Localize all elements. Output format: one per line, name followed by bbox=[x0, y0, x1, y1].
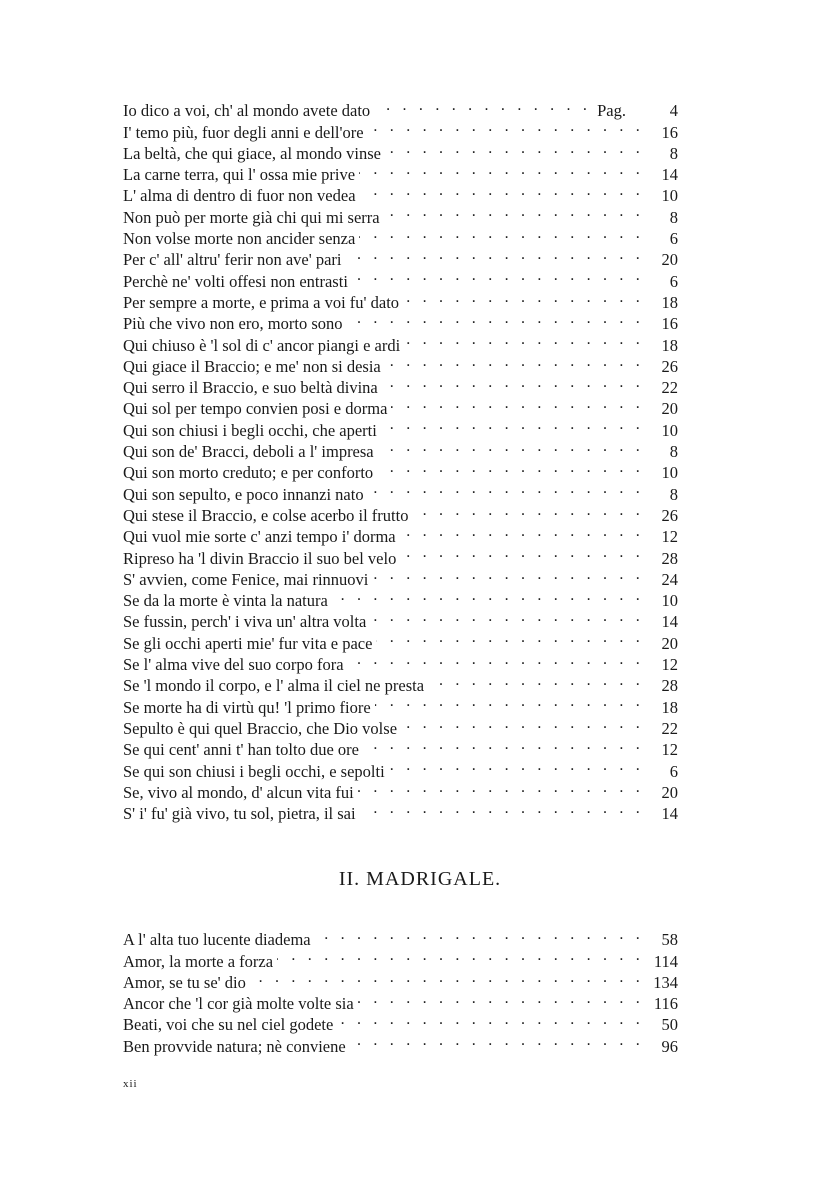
first-line-text: Non può per morte già chi qui mi serra bbox=[123, 207, 380, 227]
page-number: 18 bbox=[661, 292, 678, 312]
page-number: 28 bbox=[661, 548, 678, 568]
page-number: 22 bbox=[661, 718, 678, 738]
dot-leader bbox=[368, 116, 644, 137]
page-number: 10 bbox=[661, 186, 678, 206]
dot-leader bbox=[346, 244, 644, 265]
dot-leader bbox=[374, 95, 591, 116]
dot-leader bbox=[350, 1030, 644, 1051]
dot-leader bbox=[384, 201, 644, 222]
page-number: 24 bbox=[661, 569, 678, 589]
first-line-text: Se qui son chiusi i begli occhi, e sepolti bbox=[123, 761, 385, 781]
dot-leader bbox=[385, 138, 644, 159]
first-line-text: Per c' all' altru' ferir non ave' pari bbox=[123, 250, 342, 270]
first-line-text: Qui son morto creduto; e per conforto bbox=[123, 463, 374, 483]
dot-leader bbox=[401, 713, 644, 734]
first-line-text: Beati, voi che su nel ciel godete bbox=[123, 1015, 334, 1035]
page-number: 16 bbox=[661, 314, 678, 334]
page-number: 12 bbox=[661, 740, 678, 760]
page-number: 22 bbox=[661, 378, 678, 398]
first-line-text: Ancor che 'l cor già molte volte sia bbox=[123, 994, 354, 1014]
dot-leader bbox=[360, 798, 644, 819]
dot-leader bbox=[400, 521, 644, 542]
page-number: 28 bbox=[661, 676, 678, 696]
first-line-text: A l' alta tuo lucente diadema bbox=[123, 930, 311, 950]
dot-leader bbox=[412, 500, 644, 521]
first-line-text: Qui son sepulto, e poco innanzi nato bbox=[123, 484, 364, 504]
first-line-text: Qui vuol mie sorte c' anzi tempo i' dorma bbox=[123, 527, 396, 547]
first-line-text: S' avvien, come Fenice, mai rinnuovi bbox=[123, 569, 369, 589]
first-line-text: I' temo più, fuor degli anni e dell'ore bbox=[123, 122, 364, 142]
dot-leader bbox=[400, 542, 644, 563]
page-number: 8 bbox=[669, 484, 678, 504]
page-number: 6 bbox=[669, 229, 678, 249]
dot-leader bbox=[250, 967, 644, 988]
dot-leader bbox=[337, 1009, 644, 1030]
page-number: 14 bbox=[661, 165, 678, 185]
dot-leader bbox=[403, 287, 644, 308]
first-line-text: Qui serro il Braccio, e suo beltà divina bbox=[123, 378, 378, 398]
dot-leader bbox=[348, 649, 644, 670]
page-number: 18 bbox=[661, 335, 678, 355]
dot-leader bbox=[377, 457, 644, 478]
page-number: 96 bbox=[661, 1036, 678, 1056]
first-line-text: Non volse morte non ancider senza bbox=[123, 229, 356, 249]
page-number: 50 bbox=[661, 1015, 678, 1035]
dot-leader bbox=[368, 478, 644, 499]
page-number: 134 bbox=[653, 972, 678, 992]
first-line-text: Se fussin, perch' i viva un' altra volta bbox=[123, 612, 367, 632]
dot-leader bbox=[378, 436, 644, 457]
first-line-text: La beltà, che qui giace, al mondo vinse bbox=[123, 143, 381, 163]
dot-leader bbox=[391, 393, 644, 414]
page-number: 12 bbox=[661, 655, 678, 675]
page-folio: xii bbox=[123, 1078, 138, 1090]
index-row bbox=[123, 924, 678, 950]
first-line-text: Perchè ne' volti offesi non entrasti bbox=[123, 271, 348, 291]
page-number: 8 bbox=[669, 143, 678, 163]
first-line-text: Qui sol per tempo convien posi e dorma bbox=[123, 399, 388, 419]
first-line-text: La carne terra, qui l' ossa mie prive bbox=[123, 165, 356, 185]
dot-leader bbox=[372, 564, 644, 585]
page-number: 18 bbox=[661, 697, 678, 717]
page-number: 116 bbox=[653, 994, 678, 1014]
first-line-text: Sepulto è qui quel Braccio, che Dio volse bbox=[123, 718, 398, 738]
page-number: 10 bbox=[661, 591, 678, 611]
index-list-epitaffi bbox=[123, 95, 678, 824]
first-line-text: Qui chiuso è 'l sol di c' ancor piangi e ardi bbox=[123, 335, 401, 355]
first-line-text: Se l' alma vive del suo corpo fora bbox=[123, 655, 344, 675]
page-number: 12 bbox=[661, 527, 678, 547]
first-line-text: Se gli occhi aperti mie' fur vita e pace bbox=[123, 633, 373, 653]
page-number: 4 bbox=[669, 101, 678, 121]
first-line-text: Amor, la morte a forza bbox=[123, 951, 274, 971]
page-number: 10 bbox=[661, 420, 678, 440]
dot-leader bbox=[359, 223, 644, 244]
dot-leader bbox=[363, 734, 644, 755]
page-number: 6 bbox=[669, 271, 678, 291]
first-line-text: Qui son de' Bracci, deboli a l' impresa bbox=[123, 442, 374, 462]
first-line-text: Ben provvide natura; nè conviene bbox=[123, 1036, 346, 1056]
dot-leader bbox=[347, 308, 644, 329]
first-line-text: Qui stese il Braccio, e colse acerbo il frutto bbox=[123, 505, 409, 525]
page-number: 26 bbox=[661, 356, 678, 376]
first-line-text: Se, vivo al mondo, d' alcun vita fui bbox=[123, 782, 354, 802]
page-number: 114 bbox=[653, 951, 678, 971]
page-number: 16 bbox=[661, 122, 678, 142]
page-number: 20 bbox=[661, 782, 678, 802]
index-row bbox=[123, 95, 678, 121]
first-line-text: S' i' fu' già vivo, tu sol, pietra, il sai bbox=[123, 804, 356, 824]
first-line-text: Qui giace il Braccio; e me' non si desia bbox=[123, 356, 381, 376]
dot-leader bbox=[382, 372, 644, 393]
first-line-text: Qui son chiusi i begli occhi, che aperti bbox=[123, 420, 377, 440]
first-line-text: L' alma di dentro di fuor non vedea bbox=[123, 186, 356, 206]
first-line-text: Per sempre a morte, e prima a voi fu' dato bbox=[123, 292, 400, 312]
page-number: 26 bbox=[661, 505, 678, 525]
dot-leader bbox=[352, 265, 644, 286]
dot-leader bbox=[358, 777, 644, 798]
dot-leader bbox=[370, 606, 644, 627]
dot-leader bbox=[428, 670, 644, 691]
first-line-text: Se morte ha di virtù qu! 'l primo fiore bbox=[123, 697, 371, 717]
dot-leader bbox=[358, 988, 644, 1009]
dot-leader bbox=[277, 945, 644, 966]
first-line-text: Io dico a voi, ch' al mondo avete dato bbox=[123, 101, 371, 121]
page-number: 8 bbox=[669, 207, 678, 227]
section-heading-madrigale: II. MADRIGALE. bbox=[338, 868, 502, 890]
first-line-text: Se 'l mondo il corpo, e l' alma il ciel ne presta bbox=[123, 676, 425, 696]
dot-leader bbox=[404, 329, 644, 350]
dot-leader bbox=[360, 180, 644, 201]
first-line-text: Se qui cent' anni t' han tolto due ore bbox=[123, 740, 359, 760]
page-number: 10 bbox=[661, 463, 678, 483]
first-line-text: Amor, se tu se' dio bbox=[123, 972, 246, 992]
dot-leader bbox=[381, 414, 644, 435]
page-number: 20 bbox=[661, 399, 678, 419]
dot-leader bbox=[376, 627, 644, 648]
page-number: 58 bbox=[661, 930, 678, 950]
page-number: 14 bbox=[661, 804, 678, 824]
page-number: 14 bbox=[661, 612, 678, 632]
page-number: 20 bbox=[661, 250, 678, 270]
page-number: 6 bbox=[669, 761, 678, 781]
pag-label: Pag. bbox=[591, 100, 644, 121]
first-line-text: Se da la morte è vinta la natura bbox=[123, 591, 328, 611]
page-number: 20 bbox=[661, 633, 678, 653]
index-list-madrigale bbox=[123, 924, 678, 1056]
first-line-text: Più che vivo non ero, morto sono bbox=[123, 314, 343, 334]
dot-leader bbox=[385, 351, 644, 372]
dot-leader bbox=[389, 755, 644, 776]
dot-leader bbox=[375, 691, 644, 712]
first-line-text: Ripreso ha 'l divin Braccio il suo bel velo bbox=[123, 548, 397, 568]
dot-leader bbox=[359, 159, 644, 180]
dot-leader bbox=[332, 585, 644, 606]
page-number: 8 bbox=[669, 442, 678, 462]
dot-leader bbox=[315, 924, 644, 945]
